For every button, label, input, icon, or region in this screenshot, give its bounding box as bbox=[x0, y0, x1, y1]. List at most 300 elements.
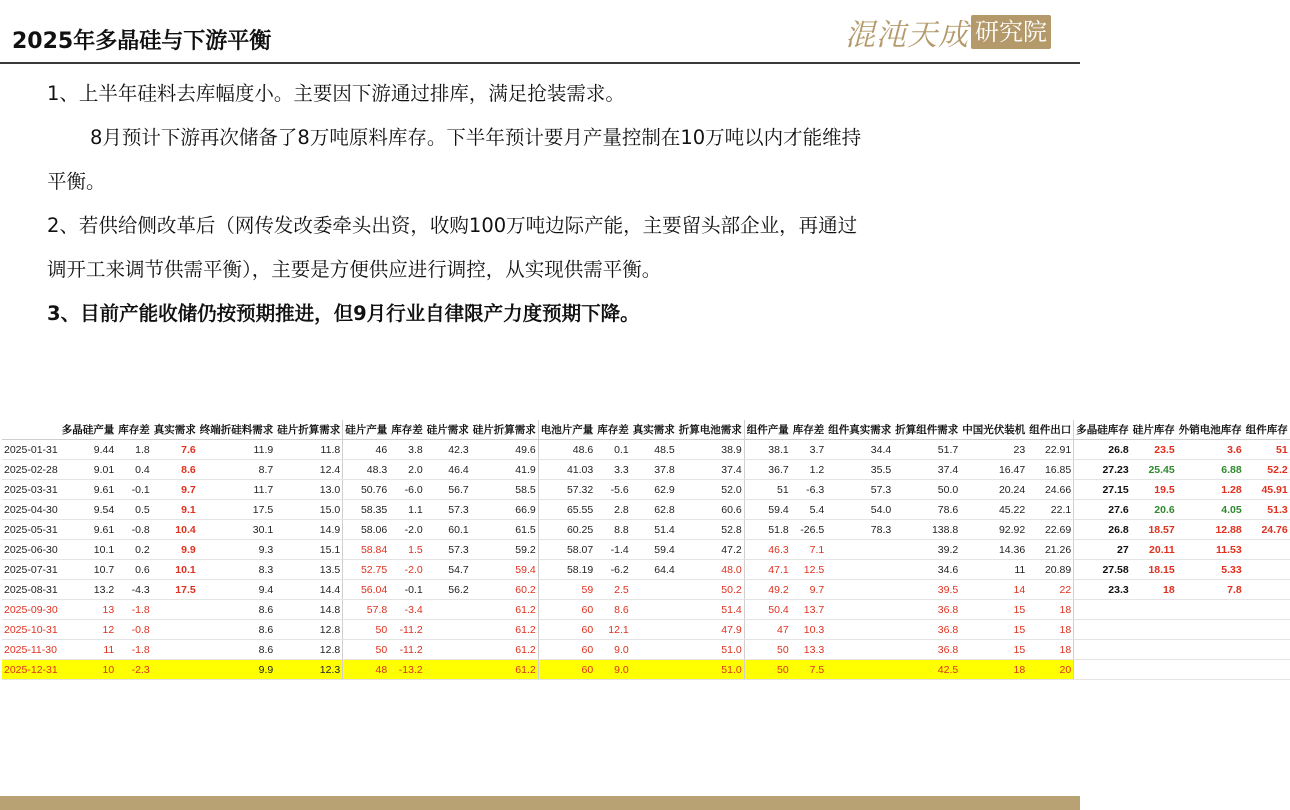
table-cell bbox=[1177, 620, 1244, 640]
table-cell: 10 bbox=[60, 660, 117, 680]
table-cell: 12.3 bbox=[275, 660, 343, 680]
table-cell: 7.6 bbox=[152, 440, 198, 460]
table-cell: 16.85 bbox=[1027, 460, 1074, 480]
table-cell bbox=[1177, 600, 1244, 620]
table-cell: 5.4 bbox=[791, 500, 827, 520]
table-cell: 0.6 bbox=[116, 560, 152, 580]
table-cell bbox=[1177, 640, 1244, 660]
table-cell: -11.2 bbox=[389, 620, 425, 640]
table-cell: 51.3 bbox=[1244, 500, 1290, 520]
column-header: 组件真实需求 bbox=[826, 420, 893, 440]
table-cell: 57.3 bbox=[425, 500, 471, 520]
table-cell bbox=[826, 580, 893, 600]
table-cell: 41.9 bbox=[471, 460, 539, 480]
table-cell: 42.5 bbox=[893, 660, 960, 680]
table-cell bbox=[826, 640, 893, 660]
paragraph-3: 平衡。 bbox=[47, 170, 106, 193]
table-cell: 0.2 bbox=[116, 540, 152, 560]
table-cell: 60.1 bbox=[425, 520, 471, 540]
table-cell: 46.4 bbox=[425, 460, 471, 480]
row-date: 2025-09-30 bbox=[2, 600, 60, 620]
table-cell: 20 bbox=[1027, 660, 1074, 680]
table-cell: 22.91 bbox=[1027, 440, 1074, 460]
footer-bar bbox=[0, 796, 1080, 810]
table-cell: 8.6 bbox=[198, 620, 276, 640]
header bbox=[0, 0, 1080, 64]
table-cell: 14.9 bbox=[275, 520, 343, 540]
table-cell: 54.0 bbox=[826, 500, 893, 520]
table-cell bbox=[631, 600, 677, 620]
row-date: 2025-06-30 bbox=[2, 540, 60, 560]
table-cell: -26.5 bbox=[791, 520, 827, 540]
table-cell bbox=[826, 600, 893, 620]
column-header: 库存差 bbox=[791, 420, 827, 440]
table-cell: 11.53 bbox=[1177, 540, 1244, 560]
table-cell: 18 bbox=[960, 660, 1027, 680]
table-cell: 9.7 bbox=[791, 580, 827, 600]
table-cell: 2.8 bbox=[595, 500, 631, 520]
column-header bbox=[2, 420, 60, 440]
table-cell: 38.1 bbox=[744, 440, 791, 460]
table-cell bbox=[152, 600, 198, 620]
table-cell: 26.8 bbox=[1074, 520, 1131, 540]
table-cell: 48 bbox=[343, 660, 390, 680]
logo-seal: 研究院 bbox=[971, 15, 1051, 49]
table-row bbox=[2, 440, 1290, 460]
table-cell: 51.8 bbox=[744, 520, 791, 540]
table-cell: 8.8 bbox=[595, 520, 631, 540]
table-cell: 18 bbox=[1027, 620, 1074, 640]
table-cell: 51.4 bbox=[677, 600, 745, 620]
table-cell: 50.0 bbox=[893, 480, 960, 500]
table-cell: 12.1 bbox=[595, 620, 631, 640]
table-cell bbox=[1244, 560, 1290, 580]
table-cell: 23.3 bbox=[1074, 580, 1131, 600]
table-cell: 20.24 bbox=[960, 480, 1027, 500]
table-cell bbox=[1074, 640, 1131, 660]
table-cell: 11 bbox=[960, 560, 1027, 580]
column-header: 折算组件需求 bbox=[893, 420, 960, 440]
table-cell: 60 bbox=[538, 640, 595, 660]
table-cell: 36.8 bbox=[893, 640, 960, 660]
table-cell: 92.92 bbox=[960, 520, 1027, 540]
row-date: 2025-01-31 bbox=[2, 440, 60, 460]
table-cell: 11 bbox=[60, 640, 117, 660]
table-cell: 27.15 bbox=[1074, 480, 1131, 500]
table-cell: 36.8 bbox=[893, 620, 960, 640]
table-cell bbox=[826, 540, 893, 560]
table-cell: 47.9 bbox=[677, 620, 745, 640]
table-cell: 47.2 bbox=[677, 540, 745, 560]
table-cell: 15 bbox=[960, 600, 1027, 620]
column-header: 硅片需求 bbox=[425, 420, 471, 440]
table-cell bbox=[425, 600, 471, 620]
table-cell: 59.4 bbox=[471, 560, 539, 580]
table-row bbox=[2, 460, 1290, 480]
table-cell: -1.4 bbox=[595, 540, 631, 560]
table-cell: 3.6 bbox=[1177, 440, 1244, 460]
table-cell: 58.19 bbox=[538, 560, 595, 580]
table-cell: 46.3 bbox=[744, 540, 791, 560]
table-cell: 3.7 bbox=[791, 440, 827, 460]
table-cell: 50 bbox=[343, 620, 390, 640]
table-cell bbox=[631, 620, 677, 640]
table-cell: 23.5 bbox=[1131, 440, 1177, 460]
table-cell: 27 bbox=[1074, 540, 1131, 560]
table-cell: 11.7 bbox=[198, 480, 276, 500]
table-cell: 37.8 bbox=[631, 460, 677, 480]
table-cell: 11.9 bbox=[198, 440, 276, 460]
table-cell: 18 bbox=[1027, 600, 1074, 620]
paragraph-4: 2、若供给侧改革后（网传发改委牵头出资，收购100万吨边际产能，主要留头部企业，再通过 bbox=[47, 214, 858, 237]
table-cell bbox=[1074, 620, 1131, 640]
table-cell bbox=[1131, 660, 1177, 680]
table-cell: 1.5 bbox=[389, 540, 425, 560]
table-cell: 61.2 bbox=[471, 640, 539, 660]
table-cell: 15 bbox=[960, 640, 1027, 660]
table-cell: 48.6 bbox=[538, 440, 595, 460]
table-cell: 42.3 bbox=[425, 440, 471, 460]
row-date: 2025-10-31 bbox=[2, 620, 60, 640]
paragraph-5: 调开工来调节供需平衡），主要是方便供应进行调控，从实现供需平衡。 bbox=[47, 258, 662, 281]
column-header: 硅片折算需求 bbox=[471, 420, 539, 440]
table-cell: 37.4 bbox=[893, 460, 960, 480]
table-cell: 24.76 bbox=[1244, 520, 1290, 540]
table-cell: 18 bbox=[1131, 580, 1177, 600]
table-cell: 57.3 bbox=[826, 480, 893, 500]
table-cell: 52.75 bbox=[343, 560, 390, 580]
table-row bbox=[2, 500, 1290, 520]
table-cell: -0.8 bbox=[116, 620, 152, 640]
table-cell: 60 bbox=[538, 620, 595, 640]
table-cell: 12 bbox=[60, 620, 117, 640]
column-header: 库存差 bbox=[116, 420, 152, 440]
table-cell: 0.5 bbox=[116, 500, 152, 520]
table-cell: 64.4 bbox=[631, 560, 677, 580]
table-cell: 9.0 bbox=[595, 660, 631, 680]
table-cell: 49.6 bbox=[471, 440, 539, 460]
table-cell: 0.1 bbox=[595, 440, 631, 460]
table-cell: 0.4 bbox=[116, 460, 152, 480]
table-cell: 13.0 bbox=[275, 480, 343, 500]
table-cell: 9.9 bbox=[152, 540, 198, 560]
table-cell: 60.2 bbox=[471, 580, 539, 600]
table-cell bbox=[425, 660, 471, 680]
row-date: 2025-07-31 bbox=[2, 560, 60, 580]
column-header: 折算电池需求 bbox=[677, 420, 745, 440]
table-cell: 3.8 bbox=[389, 440, 425, 460]
column-header: 组件产量 bbox=[744, 420, 791, 440]
table-cell: 51 bbox=[744, 480, 791, 500]
column-header: 硅片库存 bbox=[1131, 420, 1177, 440]
table-cell: 10.1 bbox=[152, 560, 198, 580]
table-cell: 78.3 bbox=[826, 520, 893, 540]
table-cell: 5.33 bbox=[1177, 560, 1244, 580]
table-row bbox=[2, 520, 1290, 540]
table-cell: 60 bbox=[538, 660, 595, 680]
table-cell: 50.2 bbox=[677, 580, 745, 600]
table-cell: 12.8 bbox=[275, 640, 343, 660]
table-cell: 61.2 bbox=[471, 600, 539, 620]
table-cell: 13.2 bbox=[60, 580, 117, 600]
table-cell: 36.7 bbox=[744, 460, 791, 480]
table-cell: 9.61 bbox=[60, 480, 117, 500]
table-cell: 61.5 bbox=[471, 520, 539, 540]
table-cell bbox=[826, 560, 893, 580]
table-cell bbox=[826, 620, 893, 640]
table-cell: 2.0 bbox=[389, 460, 425, 480]
column-header: 库存差 bbox=[389, 420, 425, 440]
table-cell: -5.6 bbox=[595, 480, 631, 500]
table-cell: 20.89 bbox=[1027, 560, 1074, 580]
table-cell: 13.3 bbox=[791, 640, 827, 660]
table-header-row bbox=[2, 420, 1290, 440]
table-cell: 12.88 bbox=[1177, 520, 1244, 540]
table-cell bbox=[631, 660, 677, 680]
table-cell: 49.2 bbox=[744, 580, 791, 600]
table-row bbox=[2, 600, 1290, 620]
table-cell: 56.04 bbox=[343, 580, 390, 600]
table-cell: 9.3 bbox=[198, 540, 276, 560]
table-cell: 9.01 bbox=[60, 460, 117, 480]
balance-table bbox=[2, 420, 1290, 680]
table-cell: 47.1 bbox=[744, 560, 791, 580]
table-row bbox=[2, 540, 1290, 560]
table-cell: 22.1 bbox=[1027, 500, 1074, 520]
table-cell: 35.5 bbox=[826, 460, 893, 480]
table-cell: 7.1 bbox=[791, 540, 827, 560]
table-cell: -2.3 bbox=[116, 660, 152, 680]
table-cell: 52.8 bbox=[677, 520, 745, 540]
table-cell: -2.0 bbox=[389, 560, 425, 580]
table-cell: 6.88 bbox=[1177, 460, 1244, 480]
table-cell bbox=[1074, 660, 1131, 680]
table-cell: 18.15 bbox=[1131, 560, 1177, 580]
table-cell: 8.6 bbox=[198, 640, 276, 660]
table-cell: 12.5 bbox=[791, 560, 827, 580]
column-header: 外销电池库存 bbox=[1177, 420, 1244, 440]
table-cell: 8.6 bbox=[152, 460, 198, 480]
paragraph-6: 3、目前产能收储仍按预期推进，但9月行业自律限产力度预期下降。 bbox=[47, 302, 640, 325]
table-cell bbox=[631, 640, 677, 660]
table-cell: 34.4 bbox=[826, 440, 893, 460]
table-cell: 37.4 bbox=[677, 460, 745, 480]
table-cell: 48.3 bbox=[343, 460, 390, 480]
table-cell: 10.4 bbox=[152, 520, 198, 540]
table-cell: 4.05 bbox=[1177, 500, 1244, 520]
title-divider bbox=[0, 62, 1080, 64]
table-cell: 17.5 bbox=[198, 500, 276, 520]
table-cell: 7.8 bbox=[1177, 580, 1244, 600]
table-cell: 58.35 bbox=[343, 500, 390, 520]
table-cell: 66.9 bbox=[471, 500, 539, 520]
column-header: 真实需求 bbox=[152, 420, 198, 440]
table-cell: 62.9 bbox=[631, 480, 677, 500]
column-header: 组件出口 bbox=[1027, 420, 1074, 440]
table-cell: -1.8 bbox=[116, 640, 152, 660]
table-cell: 38.9 bbox=[677, 440, 745, 460]
table-cell: 54.7 bbox=[425, 560, 471, 580]
table-cell bbox=[425, 640, 471, 660]
table-cell: 60.6 bbox=[677, 500, 745, 520]
table-cell: 24.66 bbox=[1027, 480, 1074, 500]
table-cell: 10.1 bbox=[60, 540, 117, 560]
table-cell: 9.54 bbox=[60, 500, 117, 520]
table-cell: 61.2 bbox=[471, 660, 539, 680]
column-header: 终端折硅料需求 bbox=[198, 420, 276, 440]
table-cell: 8.3 bbox=[198, 560, 276, 580]
table-cell bbox=[152, 640, 198, 660]
table-cell: 60.25 bbox=[538, 520, 595, 540]
table-cell: 50 bbox=[343, 640, 390, 660]
table-cell: 13.5 bbox=[275, 560, 343, 580]
table-cell: 52.0 bbox=[677, 480, 745, 500]
table-cell: 11.8 bbox=[275, 440, 343, 460]
table-cell: 48.5 bbox=[631, 440, 677, 460]
column-header: 电池片产量 bbox=[538, 420, 595, 440]
table-cell: 50.76 bbox=[343, 480, 390, 500]
table-row bbox=[2, 560, 1290, 580]
logo-text: 混沌天成 bbox=[845, 18, 969, 53]
table-cell bbox=[152, 620, 198, 640]
table-cell: 8.6 bbox=[198, 600, 276, 620]
table-cell: 61.2 bbox=[471, 620, 539, 640]
table-cell bbox=[826, 660, 893, 680]
table-row bbox=[2, 640, 1290, 660]
table-cell: 13 bbox=[60, 600, 117, 620]
table-cell: 15.1 bbox=[275, 540, 343, 560]
table-cell: 10.7 bbox=[60, 560, 117, 580]
table-cell: 59 bbox=[538, 580, 595, 600]
column-header: 硅片产量 bbox=[343, 420, 390, 440]
table-cell: 7.5 bbox=[791, 660, 827, 680]
table-cell: 51.4 bbox=[631, 520, 677, 540]
table-cell: 1.8 bbox=[116, 440, 152, 460]
table-cell: 138.8 bbox=[893, 520, 960, 540]
table-cell: 14.4 bbox=[275, 580, 343, 600]
page-title: 2025年多晶硅与下游平衡 bbox=[12, 29, 272, 54]
row-date: 2025-11-30 bbox=[2, 640, 60, 660]
table-row bbox=[2, 660, 1290, 680]
table-cell: 57.8 bbox=[343, 600, 390, 620]
row-date: 2025-03-31 bbox=[2, 480, 60, 500]
table-cell: 58.07 bbox=[538, 540, 595, 560]
table-cell bbox=[1244, 660, 1290, 680]
table-cell: 27.6 bbox=[1074, 500, 1131, 520]
table-cell: 15 bbox=[960, 620, 1027, 640]
table-cell: 30.1 bbox=[198, 520, 276, 540]
column-header: 组件库存 bbox=[1244, 420, 1290, 440]
table-cell: 13.7 bbox=[791, 600, 827, 620]
paragraph-2: 8月预计下游再次储备了8万吨原料库存。下半年预计要月产量控制在10万吨以内才能维持 bbox=[90, 126, 862, 149]
table-cell bbox=[1244, 600, 1290, 620]
column-header: 硅片折算需求 bbox=[275, 420, 343, 440]
table-cell: 51 bbox=[1244, 440, 1290, 460]
table-cell: 18 bbox=[1027, 640, 1074, 660]
row-date: 2025-12-31 bbox=[2, 660, 60, 680]
table-cell: 36.8 bbox=[893, 600, 960, 620]
table-cell: 9.1 bbox=[152, 500, 198, 520]
column-header: 中国光伏装机 bbox=[960, 420, 1027, 440]
table-cell: 23 bbox=[960, 440, 1027, 460]
row-date: 2025-08-31 bbox=[2, 580, 60, 600]
table-cell: 39.5 bbox=[893, 580, 960, 600]
table-cell: -6.2 bbox=[595, 560, 631, 580]
table-cell: -3.4 bbox=[389, 600, 425, 620]
table-cell: 17.5 bbox=[152, 580, 198, 600]
table-cell: 18.57 bbox=[1131, 520, 1177, 540]
table-cell: 2.5 bbox=[595, 580, 631, 600]
table-cell: 20.11 bbox=[1131, 540, 1177, 560]
company-logo bbox=[845, 13, 1051, 51]
table-cell: 12.4 bbox=[275, 460, 343, 480]
table-cell bbox=[1177, 660, 1244, 680]
table-cell bbox=[152, 660, 198, 680]
table-row bbox=[2, 480, 1290, 500]
table-cell: 34.6 bbox=[893, 560, 960, 580]
table-row bbox=[2, 580, 1290, 600]
table-cell: -0.1 bbox=[116, 480, 152, 500]
paragraph-1: 1、上半年硅料去库幅度小。主要因下游通过排库，满足抢装需求。 bbox=[47, 82, 625, 105]
table-cell: 10.3 bbox=[791, 620, 827, 640]
table-cell: 51.0 bbox=[677, 640, 745, 660]
table-cell: 9.4 bbox=[198, 580, 276, 600]
column-header: 多晶硅产量 bbox=[60, 420, 117, 440]
table-cell bbox=[631, 580, 677, 600]
table-cell: 14.8 bbox=[275, 600, 343, 620]
table-cell bbox=[1074, 600, 1131, 620]
table-cell: 57.32 bbox=[538, 480, 595, 500]
column-header: 真实需求 bbox=[631, 420, 677, 440]
table-cell: 45.22 bbox=[960, 500, 1027, 520]
column-header: 多晶硅库存 bbox=[1074, 420, 1131, 440]
table-cell bbox=[1131, 620, 1177, 640]
table-cell: 9.7 bbox=[152, 480, 198, 500]
table-cell: 21.26 bbox=[1027, 540, 1074, 560]
table-cell: 58.5 bbox=[471, 480, 539, 500]
table-cell: 27.23 bbox=[1074, 460, 1131, 480]
table-cell: 14 bbox=[960, 580, 1027, 600]
table-cell: 15.0 bbox=[275, 500, 343, 520]
table-cell: -4.3 bbox=[116, 580, 152, 600]
table-cell: 16.47 bbox=[960, 460, 1027, 480]
table-cell: 58.84 bbox=[343, 540, 390, 560]
table-cell: 9.9 bbox=[198, 660, 276, 680]
table-cell: 47 bbox=[744, 620, 791, 640]
table-cell: 45.91 bbox=[1244, 480, 1290, 500]
column-header: 库存差 bbox=[595, 420, 631, 440]
table-cell: 46 bbox=[343, 440, 390, 460]
table-cell: 50.4 bbox=[744, 600, 791, 620]
table-cell bbox=[1244, 580, 1290, 600]
table-cell bbox=[1244, 620, 1290, 640]
table-cell: 56.2 bbox=[425, 580, 471, 600]
table-cell bbox=[1244, 640, 1290, 660]
row-date: 2025-04-30 bbox=[2, 500, 60, 520]
table-cell: 59.4 bbox=[744, 500, 791, 520]
table-cell: 22.69 bbox=[1027, 520, 1074, 540]
table-cell bbox=[1131, 640, 1177, 660]
table-cell: 19.5 bbox=[1131, 480, 1177, 500]
table-cell: 58.06 bbox=[343, 520, 390, 540]
table-cell: -2.0 bbox=[389, 520, 425, 540]
table-cell: 39.2 bbox=[893, 540, 960, 560]
table-cell: 20.6 bbox=[1131, 500, 1177, 520]
table-cell: -13.2 bbox=[389, 660, 425, 680]
table-cell: 56.7 bbox=[425, 480, 471, 500]
table-cell: 1.28 bbox=[1177, 480, 1244, 500]
table-cell: 59.2 bbox=[471, 540, 539, 560]
